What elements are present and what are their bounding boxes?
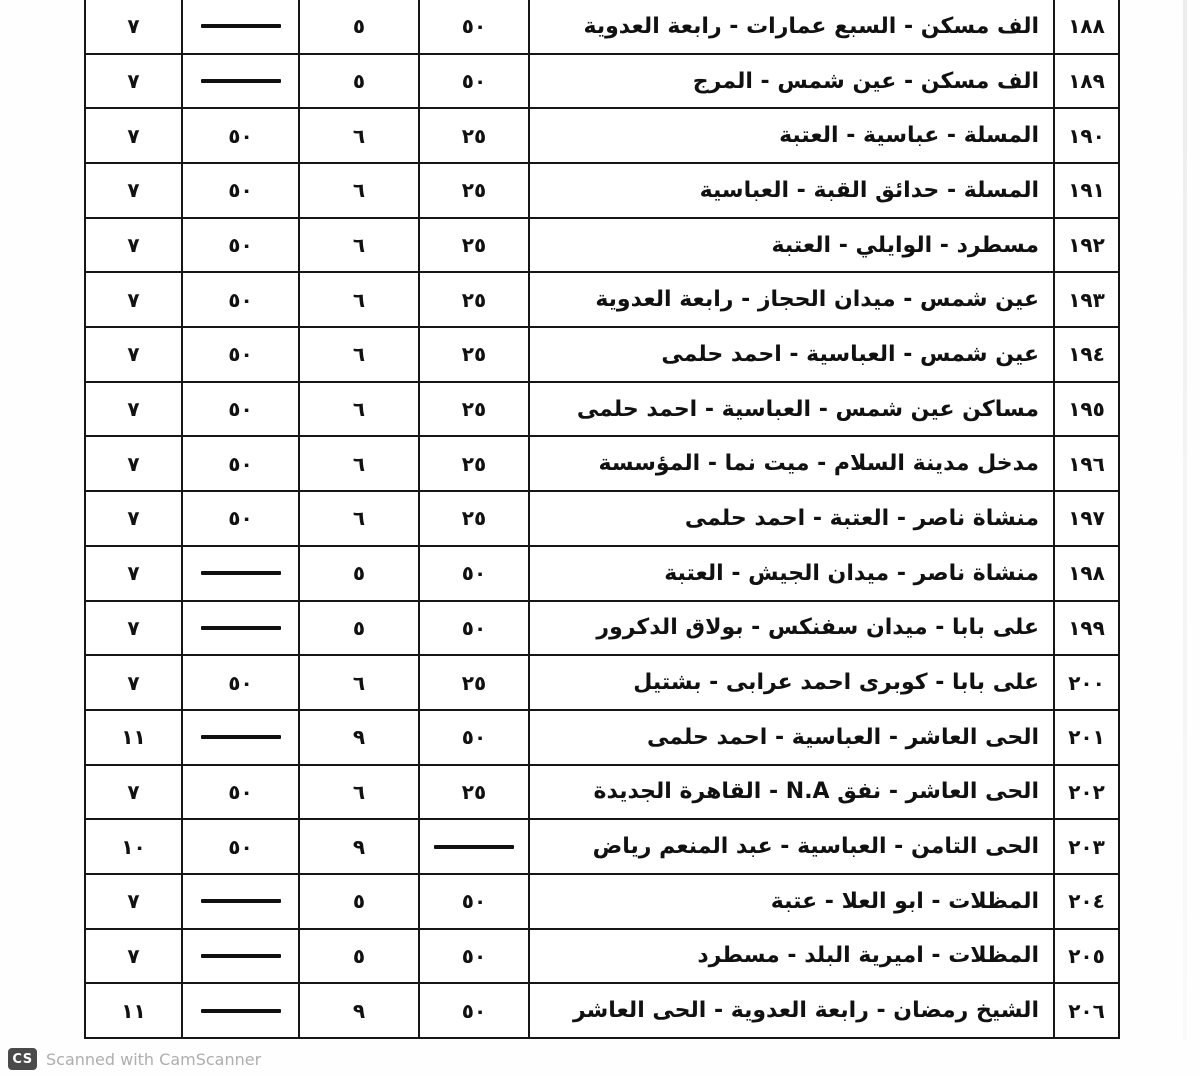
cell-value-col1: ٥٠: [420, 0, 530, 55]
cell-route-name: الشيخ رمضان - رابعة العدوية - الحى العاشر: [530, 984, 1055, 1039]
cell-value-col4: ٧: [86, 383, 183, 438]
cell-value-col1: ٢٥: [420, 492, 530, 547]
cell-value-col3: ٥٠: [183, 492, 300, 547]
cell-value-col2: ٥: [300, 55, 420, 110]
cell-value-col4: ٧: [86, 930, 183, 985]
cell-route-number: ١٩٨: [1055, 547, 1120, 602]
cell-route-number: ٢٠٢: [1055, 766, 1120, 821]
cell-value-col1: [420, 820, 530, 875]
cell-value-col2: ٦: [300, 492, 420, 547]
cell-value-col3: [183, 0, 300, 55]
dash-mark: [201, 571, 281, 575]
cell-value-col4: ٧: [86, 437, 183, 492]
cell-route-number: ٢٠٤: [1055, 875, 1120, 930]
cell-value-col4: ٧: [86, 492, 183, 547]
cell-value-col2: ٥: [300, 930, 420, 985]
cell-route-name: الحى العاشر - نفق N.A - القاهرة الجديدة: [530, 766, 1055, 821]
cell-value-col4: ١١: [86, 984, 183, 1039]
cell-value-col2: ٦: [300, 164, 420, 219]
dash-mark: [201, 1009, 281, 1013]
cell-route-number: ٢٠١: [1055, 711, 1120, 766]
cell-route-name: الف مسكن - عين شمس - المرج: [530, 55, 1055, 110]
cell-value-col4: ٧: [86, 109, 183, 164]
cell-route-number: ١٨٩: [1055, 55, 1120, 110]
cell-route-number: ١٩٩: [1055, 602, 1120, 657]
dash-mark: [201, 24, 281, 28]
cell-route-number: ٢٠٣: [1055, 820, 1120, 875]
cell-value-col1: ٢٥: [420, 383, 530, 438]
cell-route-name: منشاة ناصر - ميدان الجيش - العتبة: [530, 547, 1055, 602]
cell-value-col1: ٥٠: [420, 602, 530, 657]
cell-route-name: مساكن عين شمس - العباسية - احمد حلمى: [530, 383, 1055, 438]
cell-value-col3: ٥٠: [183, 383, 300, 438]
cell-route-name: المظلات - ابو العلا - عتبة: [530, 875, 1055, 930]
cell-value-col2: ٥: [300, 547, 420, 602]
cell-value-col4: ٧: [86, 602, 183, 657]
cell-route-number: ١٨٨: [1055, 0, 1120, 55]
cell-route-name: الف مسكن - السبع عمارات - رابعة العدوية: [530, 0, 1055, 55]
cell-value-col3: [183, 547, 300, 602]
cell-value-col1: ٥٠: [420, 55, 530, 110]
cell-value-col3: [183, 602, 300, 657]
cell-value-col1: ٥٠: [420, 984, 530, 1039]
cell-value-col2: ٦: [300, 383, 420, 438]
cell-route-name: مسطرد - الوايلي - العتبة: [530, 219, 1055, 274]
cell-value-col1: ٢٥: [420, 766, 530, 821]
cell-value-col2: ٦: [300, 109, 420, 164]
dash-mark: [201, 735, 281, 739]
cell-value-col1: ٢٥: [420, 164, 530, 219]
dash-mark: [201, 626, 281, 630]
cell-value-col1: ٢٥: [420, 219, 530, 274]
cell-value-col2: ٩: [300, 820, 420, 875]
cell-value-col3: ٥٠: [183, 328, 300, 383]
dash-mark: [201, 79, 281, 83]
cell-route-number: ١٩٠: [1055, 109, 1120, 164]
cell-route-number: ٢٠٠: [1055, 656, 1120, 711]
cell-route-name: عين شمس - ميدان الحجاز - رابعة العدوية: [530, 273, 1055, 328]
cell-value-col2: ٩: [300, 984, 420, 1039]
cell-value-col3: ٥٠: [183, 219, 300, 274]
cell-value-col1: ٥٠: [420, 875, 530, 930]
cell-value-col4: ٧: [86, 328, 183, 383]
cell-value-col1: ٢٥: [420, 656, 530, 711]
scan-artifact-streak: [1183, 0, 1187, 1040]
cell-route-name: الحى العاشر - العباسية - احمد حلمى: [530, 711, 1055, 766]
cell-value-col3: ٥٠: [183, 164, 300, 219]
cell-value-col1: ٥٠: [420, 711, 530, 766]
cell-route-name: مدخل مدينة السلام - ميت نما - المؤسسة: [530, 437, 1055, 492]
cell-route-name: منشاة ناصر - العتبة - احمد حلمى: [530, 492, 1055, 547]
cell-value-col4: ٧: [86, 766, 183, 821]
cell-route-number: ١٩٤: [1055, 328, 1120, 383]
cell-value-col4: ٧: [86, 273, 183, 328]
cell-route-name: الحى التامن - العباسية - عبد المنعم رياض: [530, 820, 1055, 875]
dash-mark: [201, 954, 281, 958]
cell-value-col2: ٥: [300, 0, 420, 55]
cell-value-col3: ٥٠: [183, 437, 300, 492]
cell-value-col3: [183, 984, 300, 1039]
cell-value-col1: ٥٠: [420, 547, 530, 602]
routes-table: [84, 0, 1120, 1039]
cell-route-number: ١٩٧: [1055, 492, 1120, 547]
cell-route-number: ١٩٣: [1055, 273, 1120, 328]
cell-route-name: على بابا - ميدان سفنكس - بولاق الدكرور: [530, 602, 1055, 657]
cell-value-col3: [183, 55, 300, 110]
camscanner-cs-icon: CS: [8, 1048, 37, 1070]
camscanner-watermark: [8, 1046, 261, 1072]
cell-route-number: ١٩٢: [1055, 219, 1120, 274]
cell-value-col2: ٥: [300, 875, 420, 930]
cell-value-col1: ٢٥: [420, 273, 530, 328]
cell-value-col1: ٢٥: [420, 328, 530, 383]
camscanner-watermark-text: Scanned with CamScanner: [46, 1049, 262, 1069]
dash-mark: [434, 845, 514, 849]
cell-route-number: ١٩١: [1055, 164, 1120, 219]
cell-value-col2: ٦: [300, 273, 420, 328]
cell-route-number: ١٩٥: [1055, 383, 1120, 438]
cell-value-col4: ١١: [86, 711, 183, 766]
cell-value-col4: ٧: [86, 219, 183, 274]
cell-route-number: ٢٠٦: [1055, 984, 1120, 1039]
cell-route-number: ١٩٦: [1055, 437, 1120, 492]
cell-value-col3: ٥٠: [183, 656, 300, 711]
cell-value-col4: ٧: [86, 875, 183, 930]
cell-value-col2: ٦: [300, 437, 420, 492]
cell-value-col1: ٥٠: [420, 930, 530, 985]
cell-value-col4: ٧: [86, 0, 183, 55]
cell-route-name: على بابا - كوبرى احمد عرابى - بشتيل: [530, 656, 1055, 711]
cell-value-col3: ٥٠: [183, 273, 300, 328]
cell-value-col3: ٥٠: [183, 766, 300, 821]
dash-mark: [201, 899, 281, 903]
cell-value-col1: ٢٥: [420, 109, 530, 164]
cell-value-col3: ٥٠: [183, 109, 300, 164]
cell-value-col3: ٥٠: [183, 820, 300, 875]
cell-value-col4: ١٠: [86, 820, 183, 875]
cell-route-name: المسلة - عباسية - العتبة: [530, 109, 1055, 164]
cell-value-col3: [183, 711, 300, 766]
cell-value-col3: [183, 875, 300, 930]
cell-route-number: ٢٠٥: [1055, 930, 1120, 985]
cell-value-col4: ٧: [86, 547, 183, 602]
cell-value-col2: ٦: [300, 766, 420, 821]
cell-value-col1: ٢٥: [420, 437, 530, 492]
cell-value-col2: ٩: [300, 711, 420, 766]
cell-route-name: المظلات - اميرية البلد - مسطرد: [530, 930, 1055, 985]
cell-value-col4: ٧: [86, 656, 183, 711]
cell-route-name: عين شمس - العباسية - احمد حلمى: [530, 328, 1055, 383]
cell-route-name: المسلة - حدائق القبة - العباسية: [530, 164, 1055, 219]
cell-value-col2: ٥: [300, 602, 420, 657]
cell-value-col3: [183, 930, 300, 985]
cell-value-col4: ٧: [86, 164, 183, 219]
cell-value-col2: ٦: [300, 328, 420, 383]
cell-value-col2: ٦: [300, 219, 420, 274]
cell-value-col4: ٧: [86, 55, 183, 110]
cell-value-col2: ٦: [300, 656, 420, 711]
